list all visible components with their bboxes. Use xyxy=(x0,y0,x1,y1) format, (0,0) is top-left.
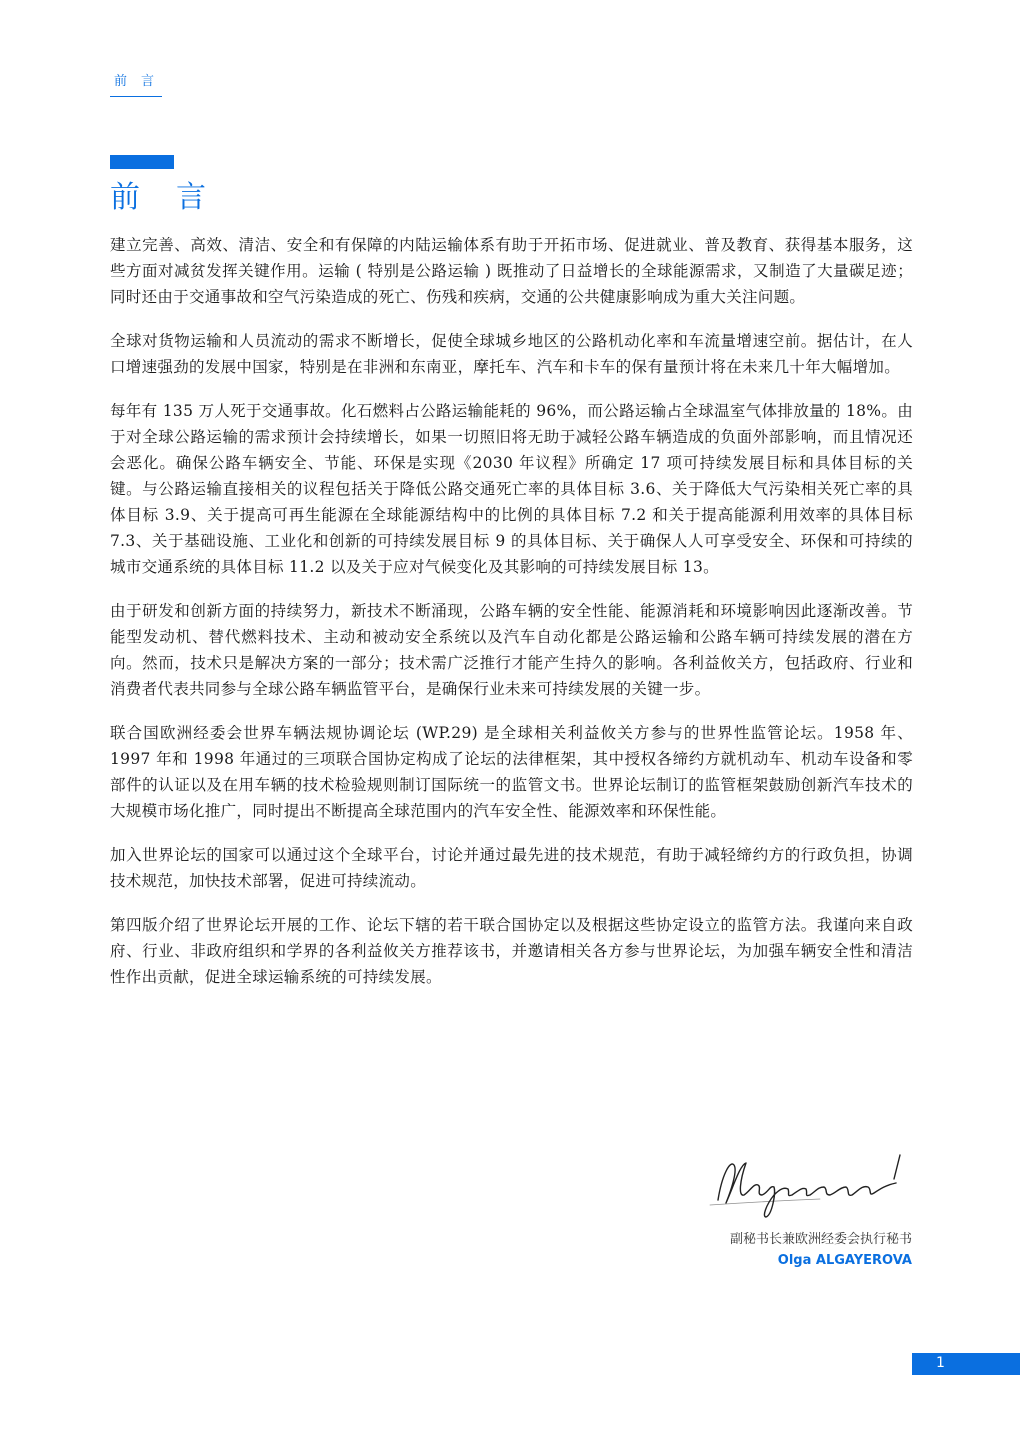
body-text xyxy=(110,232,913,1008)
paragraph-1: 建立完善、高效、清洁、安全和有保障的内陆运输体系有助于开拓市场、促进就业、普及教育、获得基本服务，这些方面对减贫发挥关键作用。运输 ( 特别是公路运输 ) 既推动了日益增长的全球能源需求，又制造了大量碳足迹；同时还由于交通事故和空气污染造成的死亡、伤残和疾病，交通的公共健康影响成为重大关注问题。 xyxy=(110,236,913,306)
paragraph-4: 由于研发和创新方面的持续努力，新技术不断涌现，公路车辆的安全性能、能源消耗和环境影响因此逐渐改善。节能型发动机、替代燃料技术、主动和被动安全系统以及汽车自动化都是公路运输和公路车辆可持续发展的潜在方向。然而，技术只是解决方案的一部分；技术需广泛推行才能产生持久的影响。各利益攸关方，包括政府、行业和消费者代表共同参与全球公路车辆监管平台，是确保行业未来可持续发展的关键一步。 xyxy=(110,602,913,698)
paragraph-5: 联合国欧洲经委会世界车辆法规协调论坛 (WP.29) 是全球相关利益攸关方参与的世界性监管论坛。1958 年、1997 年和 1998 年通过的三项联合国协定构成了论坛的法律框架，其中授权各缔约方就机动车、机动车设备和零部件的认证以及在用车辆的技术检验规则制订国际统一的监管文书。世界论坛制订的监管框架鼓励创新汽车技术的大规模市场化推广，同时提出不断提高全球范围内的汽车安全性、能源效率和环保性能。 xyxy=(110,724,913,820)
paragraph-2: 全球对货物运输和人员流动的需求不断增长，促使全球城乡地区的公路机动化率和车流量增速空前。据估计，在人口增速强劲的发展中国家，特别是在非洲和东南亚，摩托车、汽车和卡车的保有量预计将在未来几十年大幅增加。 xyxy=(110,332,913,376)
paragraph-6: 加入世界论坛的国家可以通过这个全球平台，讨论并通过最先进的技术规范，有助于减轻缔约方的行政负担，协调技术规范，加快技术部署，促进可持续流动。 xyxy=(110,846,913,890)
signer-title: 副秘书长兼欧洲经委会执行秘书 xyxy=(729,1232,912,1247)
signer-name: Olga ALGAYEROVA xyxy=(777,1253,912,1268)
page-number: 1 xyxy=(936,1355,945,1371)
handwritten-signature xyxy=(700,1145,915,1225)
running-header: 前言 xyxy=(114,74,169,89)
running-header-rule xyxy=(110,96,162,97)
page-title: 前言 xyxy=(110,180,242,215)
page-number-bar xyxy=(912,1353,1020,1375)
title-accent-bar xyxy=(110,155,174,169)
paragraph-7: 第四版介绍了世界论坛开展的工作、论坛下辖的若干联合国协定以及根据这些协定设立的监管方法。我谨向来自政府、行业、非政府组织和学界的各利益攸关方推荐该书，并邀请相关各方参与世界论坛，为加强车辆安全性和清洁性作出贡献，促进全球运输系统的可持续发展。 xyxy=(110,916,913,986)
paragraph-3: 每年有 135 万人死于交通事故。化石燃料占公路运输能耗的 96%，而公路运输占全球温室气体排放量的 18%。由于对全球公路运输的需求预计会持续增长，如果一切照旧将无助于减轻公路车辆造成的负面外部影响，而且情况还会恶化。确保公路车辆安全、节能、环保是实现《2030 年议程》所确定 17 项可持续发展目标和具体目标的关键。与公路运输直接相关的议程包括关于降低公路交通死亡率的具体目标 3.6、关于降低大气污染相关死亡率的具体目标 3.9、关于提高可再生能源在全球能源结构中的比例的具体目标 7.2 和关于提高能源利用效率的具体目标 7.3、关于基础设施、工业化和创新的可持续发展目标 9 的具体目标、关于确保人人可享受安全、环保和可持续的城市交通系统的具体目标 11.2 以及关于应对气候变化及其影响的可持续发展目标 13。 xyxy=(110,402,913,576)
